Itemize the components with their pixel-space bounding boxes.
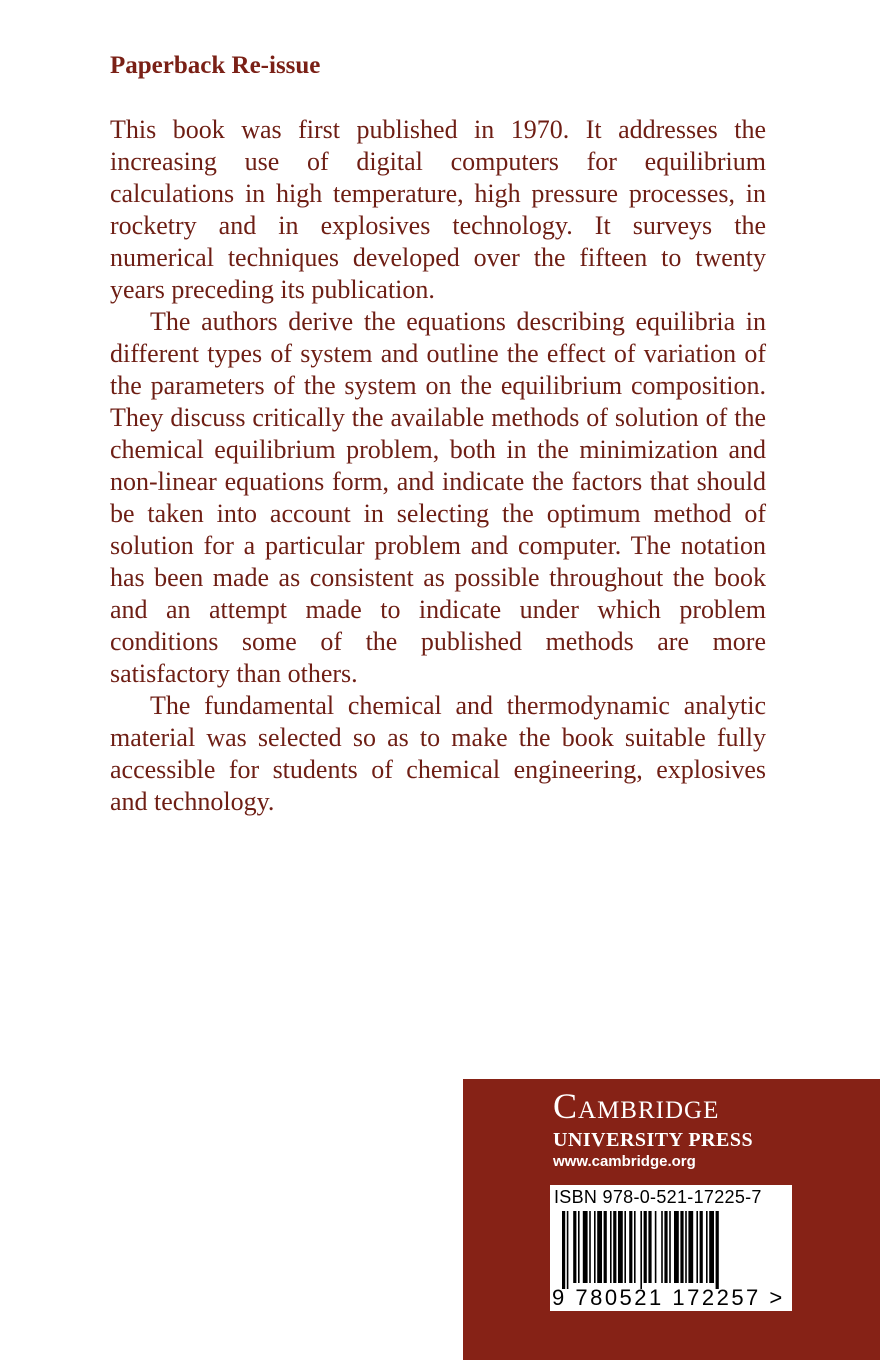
barcode-bar	[700, 1211, 703, 1283]
barcode-bar	[674, 1211, 679, 1283]
barcode-bar	[709, 1211, 714, 1283]
barcode-bar	[573, 1211, 576, 1283]
barcode-bar	[688, 1211, 693, 1283]
barcode-bar	[578, 1211, 580, 1283]
barcode-bar	[716, 1211, 719, 1289]
barcode-bar	[567, 1211, 569, 1289]
barcode-bar	[685, 1211, 687, 1283]
barcode-bar	[629, 1211, 632, 1283]
barcode-bar	[613, 1211, 616, 1283]
barcode-bar	[594, 1211, 596, 1283]
barcode-bar	[618, 1211, 623, 1283]
description-text	[110, 114, 766, 818]
barcode-bar	[648, 1211, 651, 1283]
publisher-url: www.cambridge.org	[553, 1153, 696, 1170]
barcode-bar	[604, 1211, 607, 1283]
publisher-subtitle: UNIVERSITY PRESS	[553, 1129, 754, 1151]
barcode-bar	[597, 1211, 602, 1283]
barcode-bar	[583, 1211, 588, 1283]
barcode-bar	[644, 1211, 647, 1283]
barcode-bar	[696, 1211, 698, 1283]
section-heading: Paperback Re-issue	[110, 52, 321, 79]
barcode-digits: 9 780521 172257 >	[552, 1285, 785, 1310]
barcode-bar	[706, 1211, 708, 1283]
paragraph-1: This book was first published in 1970. It addresses the increasing use of digital computers for equilibrium calculations in high temperature, high pressure processes, in rocketry and in explosives technology. It surveys the numerical techniques developed over the fifteen to twenty years preceding its publication.	[110, 115, 766, 304]
barcode-bar	[634, 1211, 636, 1283]
publisher-panel	[463, 1079, 880, 1360]
barcode-bar	[680, 1211, 683, 1283]
publisher-name: Cambridge	[553, 1086, 720, 1126]
barcode-bar	[669, 1211, 671, 1283]
barcode-bar	[664, 1211, 667, 1283]
barcode-bar	[562, 1211, 565, 1289]
isbn-barcode	[550, 1185, 792, 1311]
barcode-bar	[661, 1211, 663, 1283]
barcode-bar	[610, 1211, 612, 1283]
barcode-bar	[640, 1211, 642, 1289]
barcode-bar	[624, 1211, 626, 1283]
paragraph-2: The authors derive the equations describing equilibria in different types of system and outline the effect of variation of the parameters of the system on the equilibrium composition. They discuss critically the available methods of solution of the chemical equilibrium problem, both in the minimization and non-linear equations form, and indicate the factors that should be taken into account in selecting the optimum method of solution for a particular problem and computer. The notation has been made as consistent as possible throughout the book and an attempt made to indicate under which problem conditions some of the published methods are more satisfactory than others.	[110, 307, 766, 688]
barcode-bar	[589, 1211, 591, 1283]
paragraph-3: The fundamental chemical and thermodynamic analytic material was selected so as to make the book suitable fully accessible for students of chemical engineering, explosives and technology.	[110, 691, 766, 816]
isbn-label: ISBN 978-0-521-17225-7	[554, 1187, 762, 1207]
barcode-bar	[655, 1211, 657, 1283]
